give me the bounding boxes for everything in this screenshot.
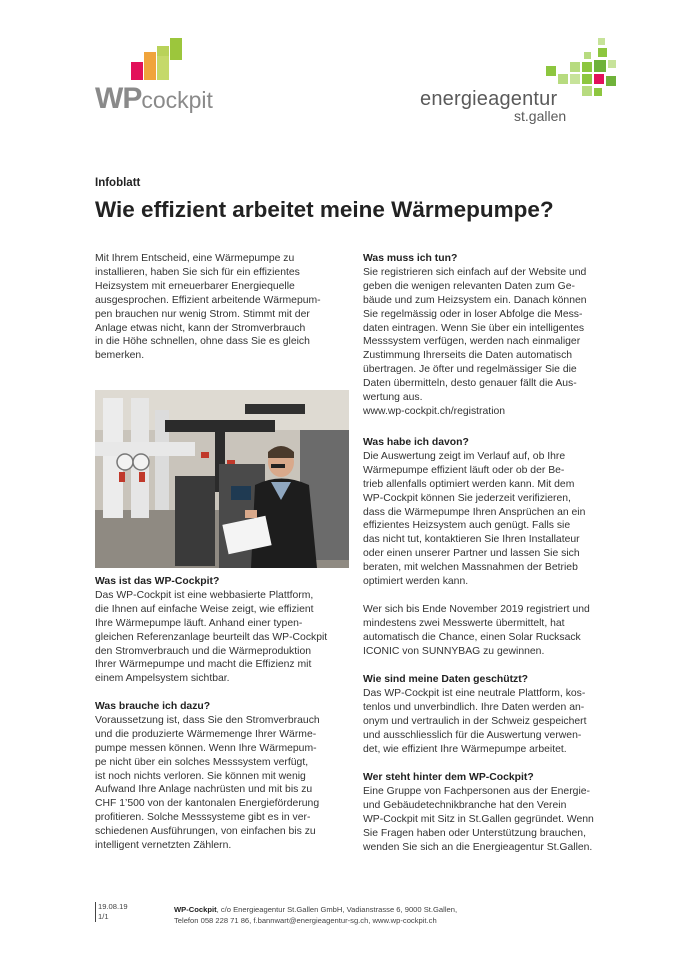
text-line: wenden Sie sich an die Energieagentur St.Gallen.: [363, 841, 593, 853]
text-line: die Ihnen auf einfache Weise zeigt, wie effizient: [95, 603, 314, 615]
text-line: Voraussetzung ist, dass Sie den Stromverbrauch: [95, 714, 320, 726]
text-line: pen brauchen nur wenig Strom. Stimmt mit der: [95, 308, 310, 320]
text-line: gleichen Referenzanlage beurteilt das WP-Cockpit: [95, 631, 328, 643]
section-what-do: [363, 252, 619, 419]
text-line: wertung aus.: [363, 392, 423, 404]
section-data-protection: [363, 673, 619, 756]
text-line: ist noch nichts verloren. Sie können mit wenig: [95, 770, 306, 782]
text-line: ausgesprochen. Effizient arbeitende Wärmepum-: [95, 294, 321, 306]
section-heading: Was habe ich davon?: [363, 437, 469, 448]
text-line: pumpe messen können. Wenn Ihre Wärmepum-: [95, 742, 317, 754]
text-line: mindestens zwei Messwerte übermittelt, hat: [363, 617, 565, 629]
text-line: geben die wenigen relevanten Daten zum Ge-: [363, 280, 575, 292]
energieagentur-name: energieagentur: [420, 88, 558, 110]
text-line: Das WP-Cockpit ist eine neutrale Plattform, kos-: [363, 687, 586, 699]
section-what-need: [95, 700, 351, 853]
document-title: Wie effizient arbeitet meine Wärmepumpe?: [95, 197, 554, 222]
text-line: Ihre Wärmepumpe läuft. Anhand einer typen-: [95, 617, 303, 629]
section-heading: Was ist das WP-Cockpit?: [95, 576, 220, 587]
text-line: in die Höhe schnellen, ohne dass Sie es gleich: [95, 336, 310, 348]
text-line: installieren, haben Sie sich für ein effizientes: [95, 266, 300, 278]
text-line: beraten, mit welchen Massnahmen der Betrieb: [363, 562, 578, 574]
text-line: Daten übermitteln, desto genauer fällt die Aus-: [363, 378, 577, 390]
wp-cockpit-logo-mark: [95, 36, 225, 82]
text-line: tenlos und unverbindlich. Ihre Daten werden an-: [363, 701, 585, 713]
text-line: schiedenen Ausführungen, von einfachen bis zu: [95, 826, 316, 838]
energieagentur-logo: [420, 36, 620, 132]
intro-paragraph: [95, 252, 351, 363]
text-line: den Stromverbrauch und die Wärmeproduktion: [95, 645, 312, 657]
text-line: onym und vertraulich in der Schweiz gespeichert: [363, 715, 587, 727]
footer-contact: [174, 905, 457, 926]
text-line: CHF 1’500 von der kantonalen Energieförderung: [95, 798, 320, 810]
text-line: effizientes Heizsystem auch genügt. Falls sie: [363, 520, 571, 532]
wp-logo-bold: WP: [95, 82, 142, 115]
text-line: daten eintragen. Wenn Sie über ein intelligentes: [363, 322, 585, 334]
text-line: Ihrer Wärmepumpe und macht die Effizienz mit: [95, 659, 312, 671]
footer-meta: [95, 902, 128, 922]
section-heading: Wer steht hinter dem WP-Cockpit?: [363, 772, 534, 783]
wp-cockpit-wordmark: [95, 82, 213, 116]
text-line: Wer sich bis Ende November 2019 registriert und: [363, 604, 590, 615]
text-line: dass die Wärmepumpe Ihren Ansprüchen an ein: [363, 506, 586, 518]
section-heading: Was brauche ich dazu?: [95, 701, 211, 712]
text-line: das nicht tut, kontaktieren Sie Ihren Installateur: [363, 534, 580, 546]
wp-cockpit-logo: [95, 36, 225, 116]
document-kicker: Infoblatt: [95, 177, 141, 189]
text-line: Das WP-Cockpit ist eine webbasierte Plattform,: [95, 589, 314, 601]
footer-org: WP-Cockpit: [174, 905, 217, 914]
text-line: optimiert werden kann.: [363, 576, 469, 588]
text-line: pe nicht über ein solches Messsystem verfügt,: [95, 756, 309, 768]
footer-date: 19.08.19: [98, 902, 128, 911]
energieagentur-city: st.gallen: [514, 108, 567, 124]
text-line: automatisch die Chance, einen Solar Rucksack: [363, 631, 581, 643]
text-line: und die produzierte Wärmemenge Ihrer Wärme-: [95, 728, 317, 740]
text-line: Wärmepumpe effizient läuft oder ob der Be-: [363, 464, 565, 476]
footer-contact-line: Telefon 058 228 71 86, f.bannwart@energieagentur-sg.ch, www.wp-cockpit.ch: [174, 915, 437, 925]
heat-pump-photo: [95, 390, 349, 568]
text-line: oder einen unserer Partner und lassen Sie sich: [363, 548, 580, 560]
text-line: det, wie effizient Ihre Wärmepumpe arbeitet.: [363, 743, 567, 755]
text-line: Sie Fragen haben oder Unterstützung brauchen,: [363, 827, 586, 839]
text-line: Messsystem verfügen, werden nach einmaliger: [363, 336, 581, 348]
text-line: Die Auswertung zeigt im Verlauf auf, ob Ihre: [363, 450, 566, 462]
text-line: WP-Cockpit können Sie jederzeit verifizieren,: [363, 492, 571, 504]
wp-logo-rest: cockpit: [141, 87, 213, 113]
text-line: Heizsystem mit erneuerbarer Energiequelle: [95, 280, 295, 292]
text-line: Aufwand Ihre Anlage nachrüsten und mit bis zu: [95, 784, 313, 796]
footer-address: , c/o Energieagentur St.Gallen GmbH, Vadianstrasse 6, 9000 St.Gallen,: [216, 905, 458, 914]
promo-paragraph: [363, 603, 619, 659]
text-line: intelligent vernetzten Zählern.: [95, 840, 232, 852]
text-line: Eine Gruppe von Fachpersonen aus der Energie-: [363, 785, 591, 797]
registration-link[interactable]: www.wp-cockpit.ch/registration: [363, 405, 506, 417]
section-heading: Was muss ich tun?: [363, 253, 458, 264]
text-line: bemerken.: [95, 350, 145, 362]
section-what-is: [95, 575, 351, 686]
text-line: Anlage etwas nicht, kann der Stromverbrauch: [95, 322, 306, 334]
text-line: Zustimmung Ihrerseits die Daten automatisch: [363, 350, 573, 362]
text-line: WP-Cockpit mit Sitz in St.Gallen gegründet. Wenn: [363, 813, 594, 825]
text-line: trieb allenfalls optimiert werden kann. Mit dem: [363, 478, 575, 490]
section-heading: Wie sind meine Daten geschützt?: [363, 674, 529, 685]
section-who: [363, 771, 619, 854]
text-line: ICONIC von SUNNYBAG zu gewinnen.: [363, 645, 545, 657]
section-benefit: [363, 436, 619, 589]
text-line: und Gebäudetechnikbranche hat den Verein: [363, 799, 567, 811]
footer-page: 1/1: [98, 912, 109, 921]
text-line: bäude und zum Heizsystem ein. Danach können: [363, 294, 587, 306]
text-line: einem Ampelsystem sichtbar.: [95, 673, 230, 685]
text-line: Mit Ihrem Entscheid, eine Wärmepumpe zu: [95, 253, 295, 264]
text-line: übertragen. Je öfter und regelmässiger Sie die: [363, 364, 577, 376]
text-line: Sie regelmässig oder in loser Abfolge die Mess-: [363, 308, 583, 320]
text-line: und ausschliesslich für die Auswertung verwen-: [363, 729, 582, 741]
text-line: Sie registrieren sich einfach auf der Website und: [363, 266, 587, 278]
text-line: profitieren. Solche Messsysteme gibt es in ver-: [95, 812, 311, 824]
